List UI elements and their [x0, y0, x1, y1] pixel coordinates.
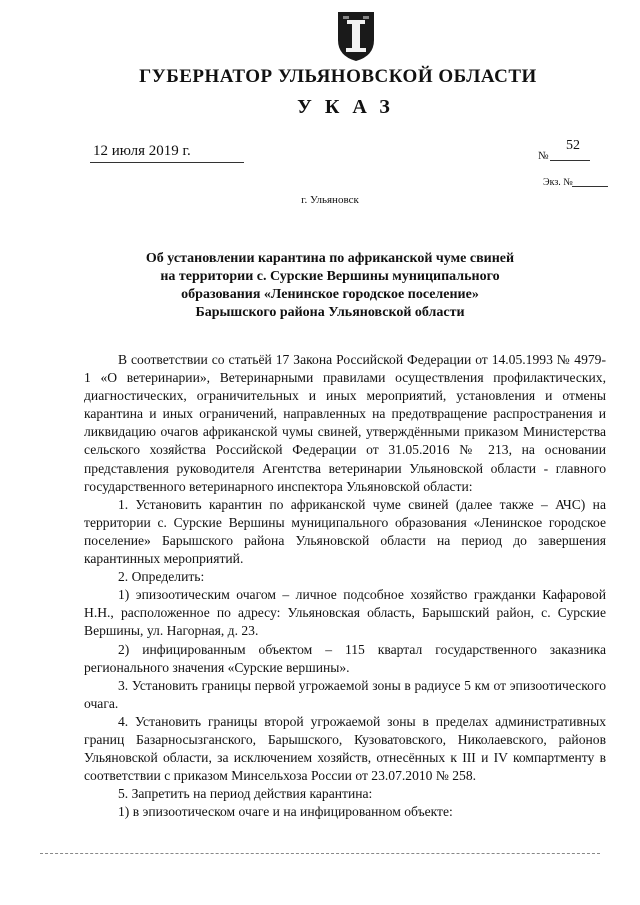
date-underline [90, 162, 244, 163]
body-paragraph: 1) в эпизоотическом очаге и на инфицированном объекте: [118, 804, 453, 820]
body-paragraph: 3. Установить границы первой угрожаемой зоны в радиусе 5 км от эпизоотического очага. [84, 677, 606, 711]
city-label: г. Ульяновск [301, 194, 359, 206]
body-paragraph: 2) инфицированным объектом – 115 квартал государственного заказника регионального значения «Сурские вершины». [84, 641, 606, 675]
copy-number-underline [572, 186, 608, 187]
number-label: № [538, 150, 549, 162]
heading-line: образования «Ленинское городское поселение» [181, 287, 479, 302]
body-paragraph: 5. Запретить на период действия карантина: [118, 786, 373, 802]
decree-date: 12 июля 2019 г. [93, 143, 191, 159]
body-paragraph: 1) эпизоотическим очагом – личное подсобное хозяйство гражданки Кафаровой Н.Н., расположенное по адресу: Ульяновская область, Барышский район, с. Сурские Вершины, ул. Нагорная, д. 23. [84, 587, 606, 639]
coat-of-arms-icon [335, 10, 377, 62]
heading-line: на территории с. Сурские Вершины муниципального [160, 269, 500, 284]
page-bottom-divider [40, 853, 600, 854]
body-paragraph: 4. Установить границы второй угрожаемой зоны в пределах административных границ Базарносызганского, Барышского, Кузоватовского, Николаевского, районов Ульяновской области, за исключением хозяйств, отнесённых к III и IV компартменту в соответствии с приказом Минсельхоза России от 23.07.2010 № 258. [84, 713, 606, 784]
heading-line: Барышского района Ульяновской области [195, 305, 465, 320]
decree-body [84, 351, 606, 821]
number-underline [550, 160, 590, 161]
body-paragraph: 2. Определить: [118, 569, 205, 585]
copy-number-label: Экз. № [543, 177, 573, 188]
body-paragraph: В соответствии со статьёй 17 Закона Российской Федерации от 14.05.1993 № 4979-1 «О ветеринарии», Ветеринарными правилами осуществления профилактических, диагностических, ограничительных и иных мероприятий, установления и отмены карантина и иных ограничений, направленных на предотвращение распространения и ликвидацию очагов африканской чумы свиней, утверждёнными приказом Министерства сельского хозяйства Российской Федерации от 31.05.2016 № 213, на основании представления руководителя Агентства ветеринарии Ульяновской области - главного государственного ветеринарного инспектора Ульяновской области: [84, 352, 606, 494]
decree-type-title: УКАЗ [297, 96, 403, 118]
body-paragraph: 1. Установить карантин по африканской чуме свиней (далее также – АЧС) на территории с. Сурские Вершины муниципального образования «Ленинское городское поселение» Барышского района Ульяновской области на период до завершения карантинных мероприятий. [84, 496, 606, 567]
governor-title: ГУБЕРНАТОР УЛЬЯНОВСКОЙ ОБЛАСТИ [139, 66, 537, 87]
decree-number: 52 [566, 138, 580, 153]
decree-heading [120, 250, 540, 322]
heading-line: Об установлении карантина по африканской чуме свиней [145, 251, 515, 266]
